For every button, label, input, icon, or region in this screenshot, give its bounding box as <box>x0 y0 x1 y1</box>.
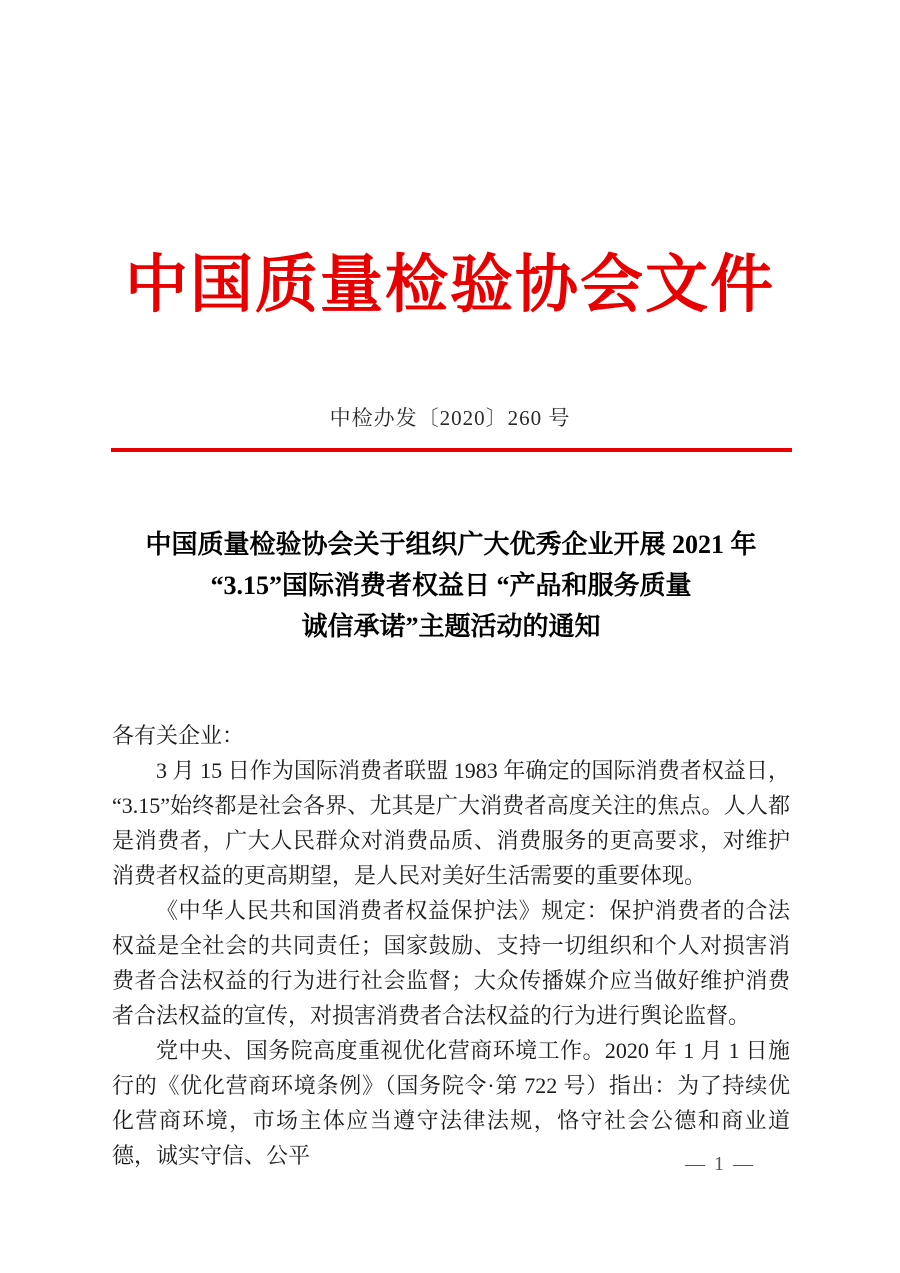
salutation: 各有关企业： <box>112 723 245 748</box>
body-paragraph-2: 《中华人民共和国消费者权益保护法》规定：保护消费者的合法权益是全社会的共同责任；国家鼓励、支持一切组织和个人对损害消费者合法权益的行为进行社会监督；大众传播媒介应当做好维护消费者合法权益的宣传，对损害消费者合法权益的行为进行舆论监督。 <box>112 898 790 1028</box>
notice-title-line-1: 中国质量检验协会关于组织广大优秀企业开展 2021 年 <box>145 530 757 559</box>
page-number: — 1 — <box>685 1153 755 1175</box>
letterhead-org-title: 中国质量检验协会文件 <box>125 250 775 320</box>
notice-title-line-2: “3.15”国际消费者权益日 “产品和服务质量 <box>210 571 692 600</box>
notice-body <box>112 718 790 1173</box>
red-divider <box>111 448 792 452</box>
body-paragraph-3: 党中央、国务院高度重视优化营商环境工作。2020 年 1 月 1 日施行的《优化营商环境条例》（国务院令·第 722 号）指出：为了持续优化营商环境，市场主体应当遵守法律法规，恪守社会公德和商业道德，诚实守信、公平 <box>112 1038 790 1168</box>
body-paragraph-1: 3 月 15 日作为国际消费者联盟 1983 年确定的国际消费者权益日，“3.15”始终都是社会各界、尤其是广大消费者高度关注的焦点。人人都是消费者，广大人民群众对消费品质、消费服务的更高要求，对维护消费者权益的更高期望，是人民对美好生活需要的重要体现。 <box>112 758 790 888</box>
notice-title-line-3: 诚信承诺”主题活动的通知 <box>301 612 601 641</box>
document-number: 中检办发〔2020〕260 号 <box>329 406 571 430</box>
notice-title <box>112 524 790 647</box>
